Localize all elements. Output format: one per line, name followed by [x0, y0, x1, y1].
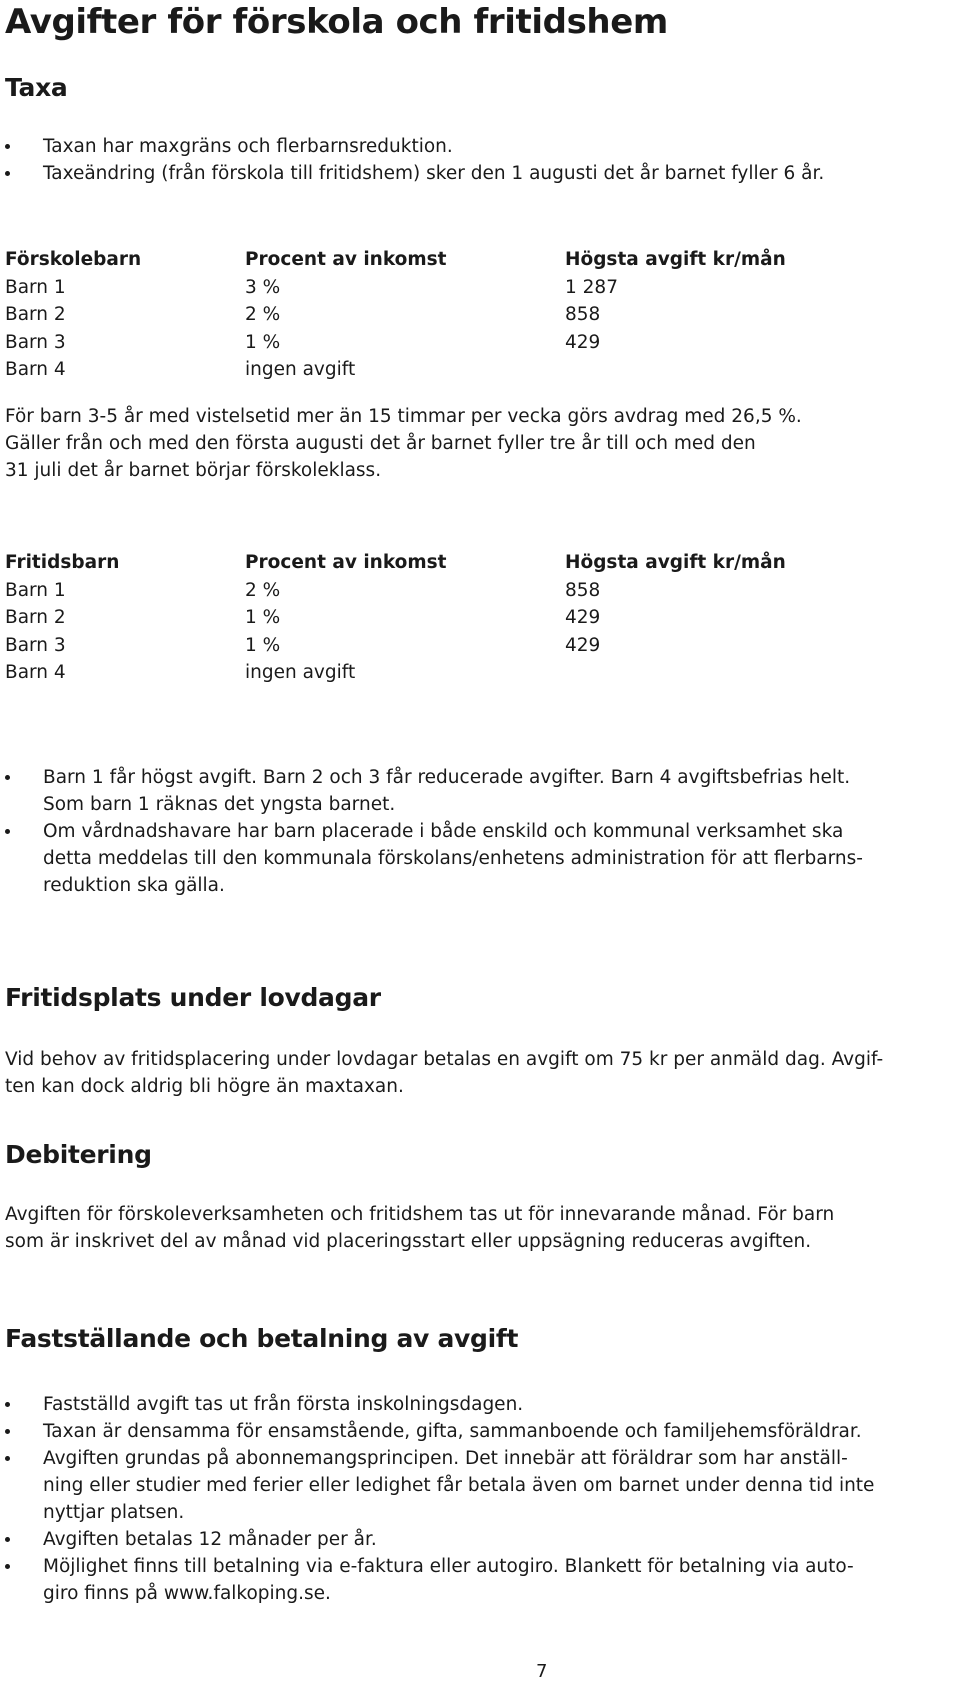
- table-cell: Barn 2: [5, 607, 66, 628]
- table-cell: Barn 1: [5, 276, 66, 298]
- taxa-bullet-list: [5, 133, 945, 187]
- billing-paragraph: Avgiften för förskoleverksamheten och fritidshem tas ut för innevarande månad. För barn som är inskrivet del av månad vid placeringsstart eller uppsägning reduceras avgiften.: [5, 1204, 835, 1252]
- table-cell: 1 %: [245, 634, 281, 656]
- page-title: Avgifter för förskola och fritidshem: [5, 2, 668, 42]
- page-number: 7: [536, 1661, 548, 1682]
- list-item: Fastställd avgift tas ut från första inskolningsdagen.: [5, 1391, 945, 1418]
- bullet-icon: [5, 1537, 10, 1542]
- table-row: [5, 632, 945, 660]
- table-cell: ingen avgift: [245, 359, 356, 380]
- table-cell: [565, 659, 945, 687]
- list-item: Avgiften betalas 12 månader per år.: [5, 1526, 945, 1553]
- table-cell: ingen avgift: [245, 662, 356, 683]
- column-header: Procent av inkomst: [245, 552, 447, 573]
- table-cell: [565, 356, 945, 384]
- list-item: Taxan är densamma för ensamstående, gifta, sammanboende och familjehemsföräldrar.: [5, 1418, 945, 1445]
- table-cell: 1 287: [565, 276, 618, 298]
- table-cell: 858: [565, 304, 601, 325]
- holiday-paragraph: Vid behov av fritidsplacering under lovdagar betalas en avgift om 75 kr per anmäld dag. Avgif- ten kan dock aldrig bli högre än maxtaxan.: [5, 1049, 884, 1097]
- table-cell: 2 %: [245, 579, 281, 601]
- section-heading-billing: Debitering: [5, 1140, 152, 1169]
- table-cell: 429: [565, 331, 601, 353]
- column-header: Förskolebarn: [5, 249, 142, 270]
- table-cell: 1 %: [245, 607, 281, 628]
- list-item: Taxan har maxgräns och flerbarnsreduktion.: [5, 133, 945, 160]
- column-header: Fritidsbarn: [5, 552, 120, 573]
- table-cell: Barn 2: [5, 304, 66, 325]
- section-heading-taxa: Taxa: [5, 73, 68, 102]
- table-header-row: [5, 549, 945, 577]
- bullet-icon: [5, 775, 10, 780]
- table-row: [5, 301, 945, 329]
- table-cell: 429: [565, 634, 601, 656]
- bullet-icon: [5, 1429, 10, 1434]
- list-item: Taxeändring (från förskola till fritidshem) sker den 1 augusti det år barnet fyller 6 år.: [5, 160, 945, 187]
- table-cell: Barn 1: [5, 579, 66, 601]
- table-cell: Barn 4: [5, 662, 66, 683]
- list-item: Barn 1 får högst avgift. Barn 2 och 3 får reducerade avgifter. Barn 4 avgiftsbefrias helt. Som barn 1 räknas det yngsta barnet.: [5, 764, 945, 818]
- table-cell: Barn 3: [5, 634, 66, 656]
- table-cell: 858: [565, 579, 601, 601]
- table-cell: Barn 3: [5, 331, 66, 353]
- bullet-icon: [5, 829, 10, 834]
- table-row: [5, 274, 945, 302]
- table-row: [5, 329, 945, 357]
- table-cell: 3 %: [245, 276, 281, 298]
- table-header-row: [5, 246, 945, 274]
- section-heading-payment: Fastställande och betalning av avgift: [5, 1324, 519, 1353]
- table-row: [5, 577, 945, 605]
- table-cell: 1 %: [245, 331, 281, 353]
- bullet-icon: [5, 1456, 10, 1461]
- sibling-reduction-bullet-list: [5, 764, 945, 899]
- table-row: [5, 604, 945, 632]
- bullet-icon: [5, 144, 10, 149]
- afterschool-fee-table: [5, 549, 945, 687]
- payment-bullet-list: [5, 1391, 945, 1607]
- table-row: [5, 356, 945, 384]
- bullet-icon: [5, 1402, 10, 1407]
- bullet-icon: [5, 1564, 10, 1569]
- column-header: Högsta avgift kr/mån: [565, 249, 786, 270]
- bullet-icon: [5, 171, 10, 176]
- column-header: Högsta avgift kr/mån: [565, 552, 786, 573]
- table-row: [5, 659, 945, 687]
- list-item: Om vårdnadshavare har barn placerade i både enskild och kommunal verksamhet ska detta meddelas till den kommunala förskolans/enhetens administration för att flerbarns- reduktion ska gälla.: [5, 818, 945, 899]
- list-item: Avgiften grundas på abonnemangsprincipen. Det innebär att föräldrar som har anställ- ning eller studier med ferier eller ledighet får betala även om barnet under denna tid inte nyttjar platsen.: [5, 1445, 945, 1526]
- table-cell: Barn 4: [5, 359, 66, 380]
- table-cell: 2 %: [245, 304, 281, 325]
- preschool-deduction-note: För barn 3-5 år med vistelsetid mer än 15 timmar per vecka görs avdrag med 26,5 %. Gäller från och med den första augusti det år barnet fyller tre år till och med den 31 juli det år barnet börjar förskoleklass.: [5, 406, 802, 481]
- table-cell: 429: [565, 607, 601, 628]
- preschool-fee-table: [5, 246, 945, 384]
- section-heading-holiday: Fritidsplats under lovdagar: [5, 983, 381, 1012]
- column-header: Procent av inkomst: [245, 249, 447, 270]
- list-item: Möjlighet finns till betalning via e-faktura eller autogiro. Blankett för betalning via auto- giro finns på www.falkoping.se.: [5, 1553, 945, 1607]
